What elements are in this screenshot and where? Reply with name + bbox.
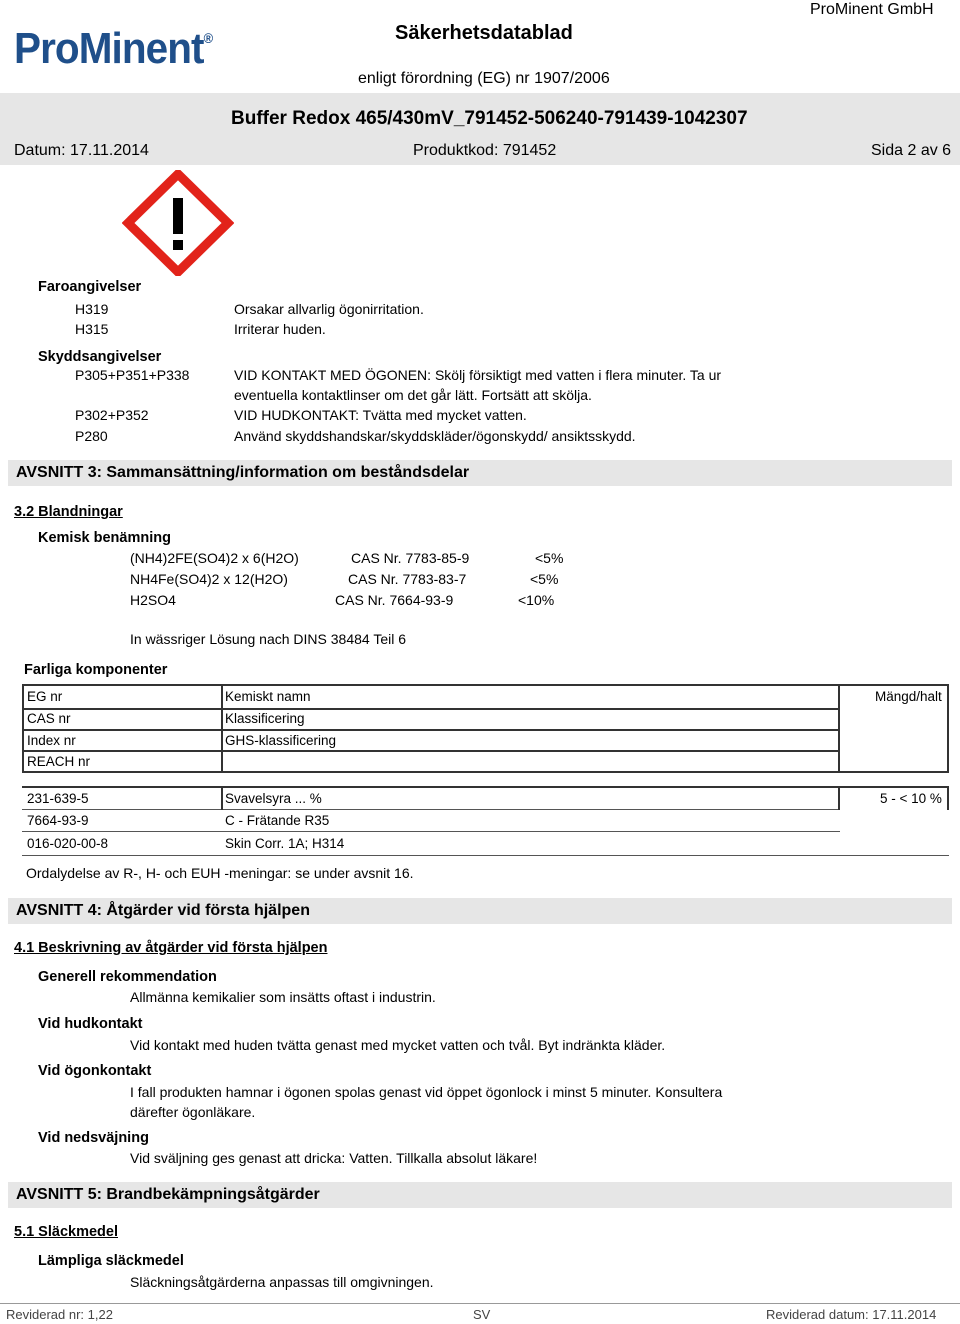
chemical-name-label: Kemisk benämning: [38, 530, 171, 546]
table-divider: [22, 771, 949, 773]
table-divider: [22, 729, 840, 731]
table-divider: [22, 708, 840, 710]
first-aid-label: Vid nedsväjning: [38, 1130, 149, 1146]
exclamation-ghs07-icon: [122, 170, 234, 276]
company-name: ProMinent GmbH: [810, 1, 934, 18]
first-aid-text: Allmänna kemikalier som insätts oftast i industrin.: [130, 989, 436, 1005]
table-divider: [947, 684, 949, 773]
col-reach-nr: REACH nr: [27, 754, 91, 769]
section-3-header: [8, 460, 952, 486]
product-code: Produktkod: 791452: [413, 142, 557, 159]
table-divider: [221, 684, 223, 773]
first-aid-text: I fall produkten hamnar i ögonen spolas genast vid öppet ögonlock i minst 5 minuter. Konsultera: [130, 1084, 723, 1100]
precaution-text: VID HUDKONTAKT: Tvätta med mycket vatten.: [234, 407, 527, 423]
precaution-code: P302+P352: [75, 407, 149, 423]
col-index-nr: Index nr: [27, 733, 76, 748]
dangerous-components-title: Farliga komponenter: [24, 662, 168, 678]
extinguishing-label: Lämpliga släckmedel: [38, 1253, 184, 1269]
precaution-text: Använd skyddshandskar/skyddskläder/ögonskydd/ ansiktsskydd.: [234, 428, 636, 444]
regulation-line: enligt förordning (EG) nr 1907/2006: [358, 70, 610, 87]
first-aid-label: Vid ögonkontakt: [38, 1063, 152, 1079]
table-divider: [22, 831, 840, 832]
first-aid-label: Vid hudkontakt: [38, 1016, 143, 1032]
subsection-5-1: 5.1 Släckmedel: [14, 1224, 118, 1240]
chem-formula: H2SO4: [130, 592, 176, 608]
solution-note: In wässriger Lösung nach DINS 38484 Teil 6: [130, 631, 407, 647]
row-cas-nr: 7664-93-9: [27, 813, 89, 828]
col-chemical-name: Kemiskt namn: [225, 689, 311, 704]
first-aid-text: Vid kontakt med huden tvätta genast med mycket vatten och tvål. Byt indränkta kläder.: [130, 1037, 666, 1053]
chem-percent: <10%: [518, 592, 555, 608]
col-ghs-classification: GHS-klassificering: [225, 733, 337, 748]
prominent-logo: ProMinent®: [14, 24, 213, 73]
table-header-row: [22, 684, 949, 708]
precaution-code: P280: [75, 428, 108, 444]
chem-formula: NH4Fe(SO4)2 x 12(H2O): [130, 571, 288, 587]
col-eg-nr: EG nr: [27, 689, 63, 704]
col-cas-nr: CAS nr: [27, 711, 71, 726]
table-divider: [22, 786, 949, 788]
section-4-header: [8, 898, 952, 924]
revision-date: Reviderad datum: 17.11.2014: [766, 1307, 937, 1322]
revision-number: Reviderad nr: 1,22: [6, 1307, 113, 1322]
page-number: Sida 2 av 6: [871, 142, 952, 159]
hazard-title: Faroangivelser: [38, 279, 142, 295]
chem-cas: CAS Nr. 7783-85-9: [351, 550, 470, 566]
table-divider: [947, 786, 949, 810]
document-date: Datum: 17.11.2014: [14, 142, 149, 159]
hazard-code: H319: [75, 301, 109, 317]
chem-cas: CAS Nr. 7783-83-7: [348, 571, 467, 587]
table-divider: [22, 809, 840, 810]
precaution-code: P305+P351+P338: [75, 367, 190, 383]
hazard-text: Orsakar allvarlig ögonirritation.: [234, 301, 424, 317]
section-4-title: AVSNITT 4: Åtgärder vid första hjälpen: [16, 902, 310, 919]
subsection-3-2: 3.2 Blandningar: [14, 504, 123, 520]
section-5-header: [8, 1182, 952, 1208]
chem-percent: <5%: [535, 550, 564, 566]
chem-cas: CAS Nr. 7664-93-9: [335, 592, 454, 608]
precaution-text: VID KONTAKT MED ÖGONEN: Skölj försiktigt med vatten i flera minuter. Ta ur: [234, 367, 722, 383]
precaution-title: Skyddsangivelser: [38, 349, 162, 365]
table-divider: [838, 684, 840, 773]
table-divider: [221, 786, 223, 810]
row-chemical-name: Svavelsyra ... %: [225, 791, 322, 806]
col-classification: Klassificering: [225, 711, 305, 726]
chem-formula: (NH4)2FE(SO4)2 x 6(H2O): [130, 550, 299, 566]
table-divider: [22, 684, 24, 773]
section-5-title: AVSNITT 5: Brandbekämpningsåtgärder: [16, 1186, 320, 1203]
first-aid-text: Vid sväljning ges genast att dricka: Vatten. Tillkalla absolut läkare!: [130, 1150, 538, 1166]
precaution-text: eventuella kontaktlinser om det går lätt. Fortsätt att skölja.: [234, 387, 592, 403]
table-divider: [22, 750, 840, 752]
footer-rule: [0, 1303, 960, 1304]
table-divider: [22, 855, 949, 856]
row-ghs-classification: Skin Corr. 1A; H314: [225, 836, 345, 851]
subsection-4-1: 4.1 Beskrivning av åtgärder vid första hjälpen: [14, 940, 328, 956]
extinguishing-text: Släckningsåtgärderna anpassas till omgivningen.: [130, 1274, 434, 1290]
row-index-nr: 016-020-00-8: [27, 836, 109, 851]
language-code: SV: [473, 1307, 491, 1322]
wording-note: Ordalydelse av R-, H- och EUH -meningar: se under avsnit 16.: [26, 865, 414, 881]
first-aid-text: därefter ögonläkare.: [130, 1104, 256, 1120]
row-classification: C - Frätande R35: [225, 813, 330, 828]
chem-percent: <5%: [530, 571, 559, 587]
table-divider: [838, 786, 840, 810]
product-name: Buffer Redox 465/430mV_791452-506240-791439-1042307: [231, 108, 748, 129]
hazard-code: H315: [75, 321, 109, 337]
row-eg-nr: 231-639-5: [27, 791, 89, 806]
document-title: Säkerhetsdatablad: [395, 22, 573, 44]
hazard-text: Irriterar huden.: [234, 321, 326, 337]
first-aid-label: Generell rekommendation: [38, 969, 217, 985]
row-amount: 5 - < 10 %: [880, 791, 942, 806]
col-amount: Mängd/halt: [875, 689, 942, 704]
section-3-title: AVSNITT 3: Sammansättning/information om beståndsdelar: [16, 464, 470, 481]
